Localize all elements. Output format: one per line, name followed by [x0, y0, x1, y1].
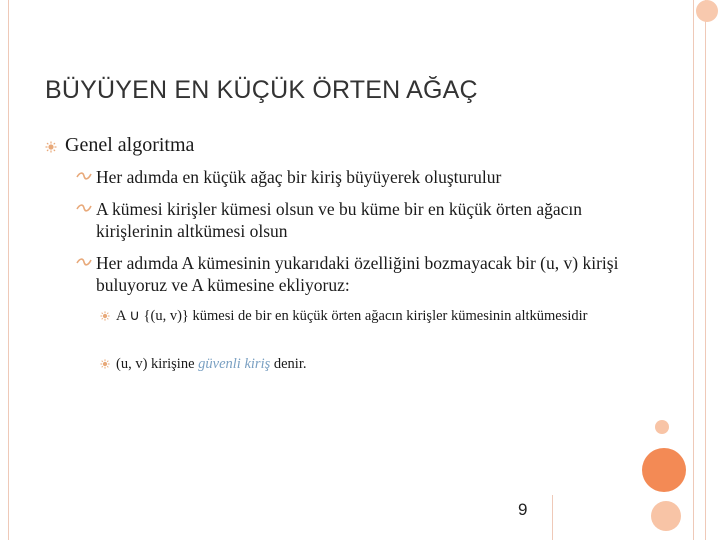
- level2-item: A kümesi kirişler kümesi olsun ve bu küme bir en küçük örten ağacın kirişlerinin altkümesi olsun: [76, 198, 636, 242]
- deco-circle-small: [655, 420, 669, 434]
- safe-edge-term: güvenli kiriş: [198, 356, 271, 372]
- sun-bullet-icon: [100, 311, 110, 321]
- frame-right-line: [693, 0, 694, 540]
- page-number-divider: [552, 495, 553, 540]
- page-number: 9: [518, 500, 528, 519]
- deco-circle-bottom: [651, 501, 681, 531]
- level1-item: Genel algoritma: [65, 134, 195, 156]
- level2-item: Her adımda A kümesinin yukarıdaki özelliğini bozmayacak bir (u, v) kirişi buluyoruz ve A kümesine ekliyoruz:: [76, 252, 636, 296]
- sun-bullet-icon: [100, 359, 110, 369]
- slide-title: BÜYÜYEN EN KÜÇÜK ÖRTEN AĞAÇ: [45, 76, 478, 104]
- deco-circle-large: [642, 448, 686, 492]
- deco-circle-top: [696, 0, 718, 22]
- wave-bullet-icon: [76, 171, 92, 181]
- level2-item: Her adımda en küçük ağaç bir kiriş büyüyerek oluşturulur: [76, 166, 636, 188]
- level3-item: [100, 354, 640, 374]
- safe-edge-text-prefix: (u, v) kirişine: [116, 356, 199, 372]
- wave-bullet-icon: [76, 257, 92, 267]
- sun-bullet-icon: [45, 141, 57, 153]
- safe-edge-text-suffix: denir.: [270, 356, 307, 372]
- level3-item: A ∪ {(u, v)} kümesi de bir en küçük örten ağacın kirişler kümesinin altkümesidir: [100, 306, 640, 326]
- wave-bullet-icon: [76, 203, 92, 213]
